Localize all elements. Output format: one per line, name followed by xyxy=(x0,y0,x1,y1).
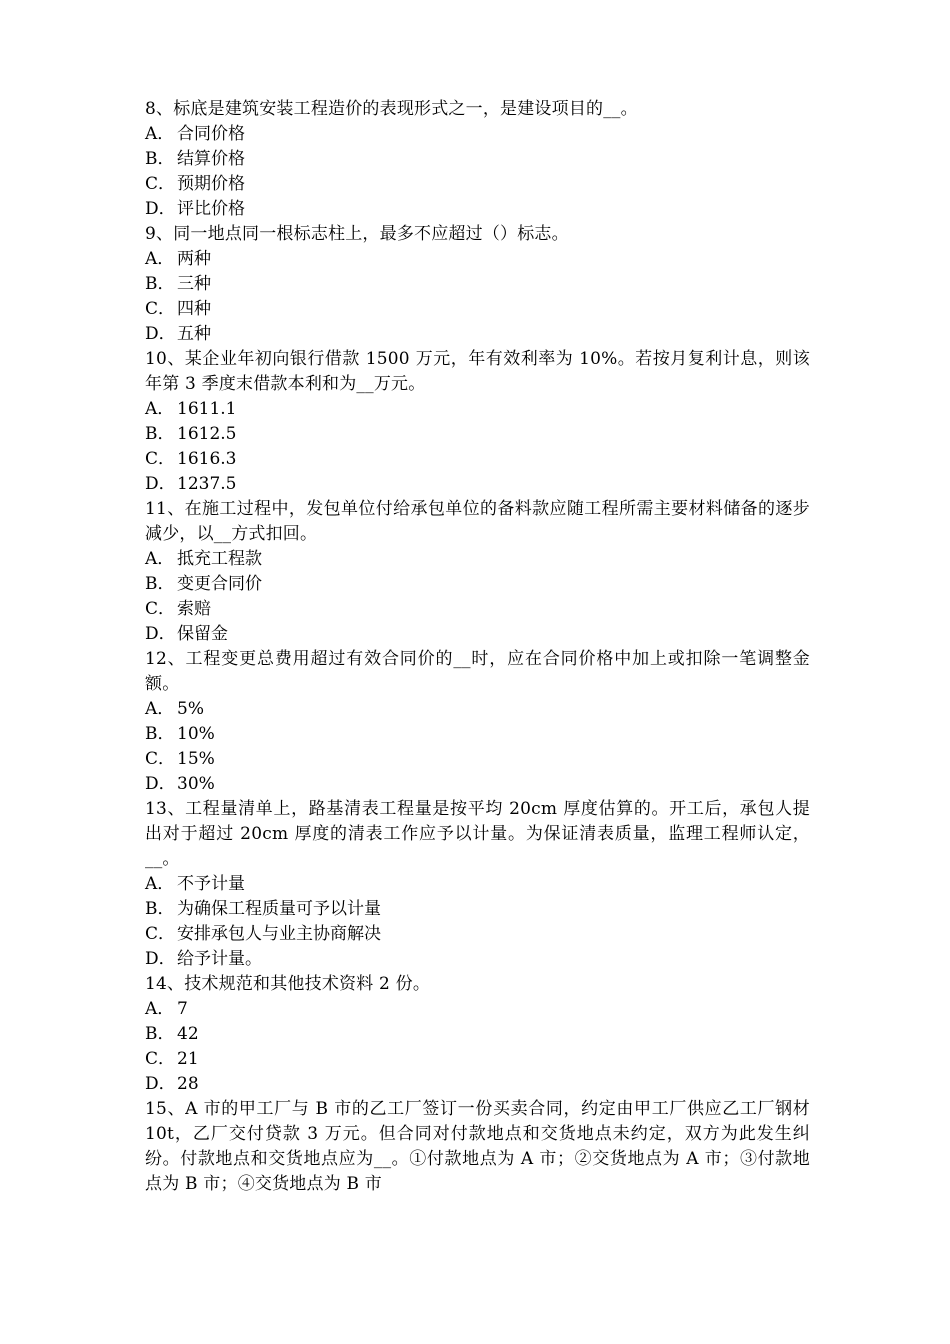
document-page xyxy=(145,97,810,1197)
option-letter: B． xyxy=(145,274,175,294)
option-a xyxy=(145,122,810,147)
option-d xyxy=(145,322,810,347)
option-a xyxy=(145,397,810,422)
option-letter: D． xyxy=(145,1074,176,1094)
option-text: 结算价格 xyxy=(177,149,245,169)
option-list xyxy=(145,122,810,222)
option-d xyxy=(145,947,810,972)
option-a xyxy=(145,247,810,272)
option-text: 变更合同价 xyxy=(177,574,262,594)
option-d xyxy=(145,197,810,222)
option-b xyxy=(145,147,810,172)
option-text: 1616.3 xyxy=(177,449,237,469)
option-text: 安排承包人与业主协商解决 xyxy=(177,924,381,944)
option-d xyxy=(145,622,810,647)
option-text: 21 xyxy=(177,1049,199,1069)
option-letter: A． xyxy=(145,249,175,269)
option-text: 索赔 xyxy=(177,599,211,619)
option-list xyxy=(145,872,810,972)
option-b xyxy=(145,897,810,922)
option-letter: A． xyxy=(145,999,175,1019)
option-c xyxy=(145,747,810,772)
question-13 xyxy=(145,797,810,972)
option-a xyxy=(145,697,810,722)
option-text: 预期价格 xyxy=(177,174,245,194)
question-text: 12、工程变更总费用超过有效合同价的__时，应在合同价格中加上或扣除一笔调整金额。 xyxy=(145,649,810,694)
question-15 xyxy=(145,1097,810,1197)
option-text: 保留金 xyxy=(177,624,228,644)
option-d xyxy=(145,472,810,497)
question-9 xyxy=(145,222,810,347)
option-letter: B． xyxy=(145,424,175,444)
option-letter: A． xyxy=(145,399,175,419)
question-11 xyxy=(145,497,810,647)
question-8 xyxy=(145,97,810,222)
option-list xyxy=(145,697,810,797)
option-text: 两种 xyxy=(177,249,211,269)
question-12 xyxy=(145,647,810,797)
option-text: 5% xyxy=(177,699,204,719)
option-text: 1237.5 xyxy=(177,474,237,494)
option-list xyxy=(145,397,810,497)
option-c xyxy=(145,297,810,322)
option-list xyxy=(145,997,810,1097)
option-text: 1612.5 xyxy=(177,424,237,444)
option-letter: C． xyxy=(145,449,176,469)
option-c xyxy=(145,447,810,472)
question-text: 11、在施工过程中，发包单位付给承包单位的备料款应随工程所需主要材料储备的逐步减少，以__方式扣回。 xyxy=(145,499,810,544)
option-text: 合同价格 xyxy=(177,124,245,144)
option-text: 42 xyxy=(177,1024,199,1044)
option-letter: D． xyxy=(145,474,176,494)
option-letter: C． xyxy=(145,749,176,769)
option-letter: C． xyxy=(145,924,176,944)
option-text: 抵充工程款 xyxy=(177,549,262,569)
option-a xyxy=(145,997,810,1022)
question-10 xyxy=(145,347,810,497)
option-text: 28 xyxy=(177,1074,199,1094)
question-text: 14、技术规范和其他技术资料 2 份。 xyxy=(145,974,431,994)
option-text: 四种 xyxy=(177,299,211,319)
option-text: 五种 xyxy=(177,324,211,344)
option-text: 不予计量 xyxy=(177,874,245,894)
question-text: 15、A 市的甲工厂与 B 市的乙工厂签订一份买卖合同，约定由甲工厂供应乙工厂钢材 10t，乙厂交付贷款 3 万元。但合同对付款地点和交货地点未约定，双方为此发生纠纷。付款地点和交货地点应为__。①付款地点为 A 市；②交货地点为 A 市；③付款地点为 B 市；④交货地点为 B 市 xyxy=(145,1099,810,1194)
option-text: 为确保工程质量可予以计量 xyxy=(177,899,381,919)
question-14 xyxy=(145,972,810,1097)
option-a xyxy=(145,547,810,572)
option-letter: C． xyxy=(145,299,176,319)
option-letter: D． xyxy=(145,624,176,644)
option-letter: C． xyxy=(145,1049,176,1069)
question-text: 9、同一地点同一根标志柱上，最多不应超过（）标志。 xyxy=(145,224,569,244)
option-b xyxy=(145,272,810,297)
option-letter: C． xyxy=(145,599,176,619)
option-letter: A． xyxy=(145,124,175,144)
option-c xyxy=(145,597,810,622)
question-text: 13、工程量清单上，路基清表工程量是按平均 20cm 厚度估算的。开工后，承包人提出对于超过 20cm 厚度的清表工作应予以计量。为保证清表质量，监理工程师认定，__。 xyxy=(145,799,810,869)
option-letter: A． xyxy=(145,549,175,569)
question-text: 8、标底是建筑安装工程造价的表现形式之一，是建设项目的__。 xyxy=(145,99,638,119)
option-letter: B． xyxy=(145,149,175,169)
option-text: 30% xyxy=(177,774,215,794)
option-letter: B． xyxy=(145,724,175,744)
option-c xyxy=(145,1047,810,1072)
option-b xyxy=(145,572,810,597)
option-c xyxy=(145,172,810,197)
option-list xyxy=(145,547,810,647)
option-letter: B． xyxy=(145,899,175,919)
option-d xyxy=(145,1072,810,1097)
option-c xyxy=(145,922,810,947)
option-letter: D． xyxy=(145,324,176,344)
option-letter: B． xyxy=(145,574,175,594)
option-letter: A． xyxy=(145,699,175,719)
option-b xyxy=(145,722,810,747)
option-d xyxy=(145,772,810,797)
question-text: 10、某企业年初向银行借款 1500 万元，年有效利率为 10%。若按月复利计息，则该年第 3 季度末借款本利和为__万元。 xyxy=(145,349,810,394)
option-text: 给予计量。 xyxy=(177,949,262,969)
option-letter: D． xyxy=(145,949,176,969)
option-letter: D． xyxy=(145,774,176,794)
option-letter: D． xyxy=(145,199,176,219)
option-text: 7 xyxy=(177,999,188,1019)
option-b xyxy=(145,1022,810,1047)
option-text: 三种 xyxy=(177,274,211,294)
option-letter: A． xyxy=(145,874,175,894)
option-text: 15% xyxy=(177,749,215,769)
option-list xyxy=(145,247,810,347)
option-text: 1611.1 xyxy=(177,399,237,419)
option-letter: C． xyxy=(145,174,176,194)
option-letter: B． xyxy=(145,1024,175,1044)
option-a xyxy=(145,872,810,897)
option-text: 10% xyxy=(177,724,215,744)
option-b xyxy=(145,422,810,447)
option-text: 评比价格 xyxy=(177,199,245,219)
